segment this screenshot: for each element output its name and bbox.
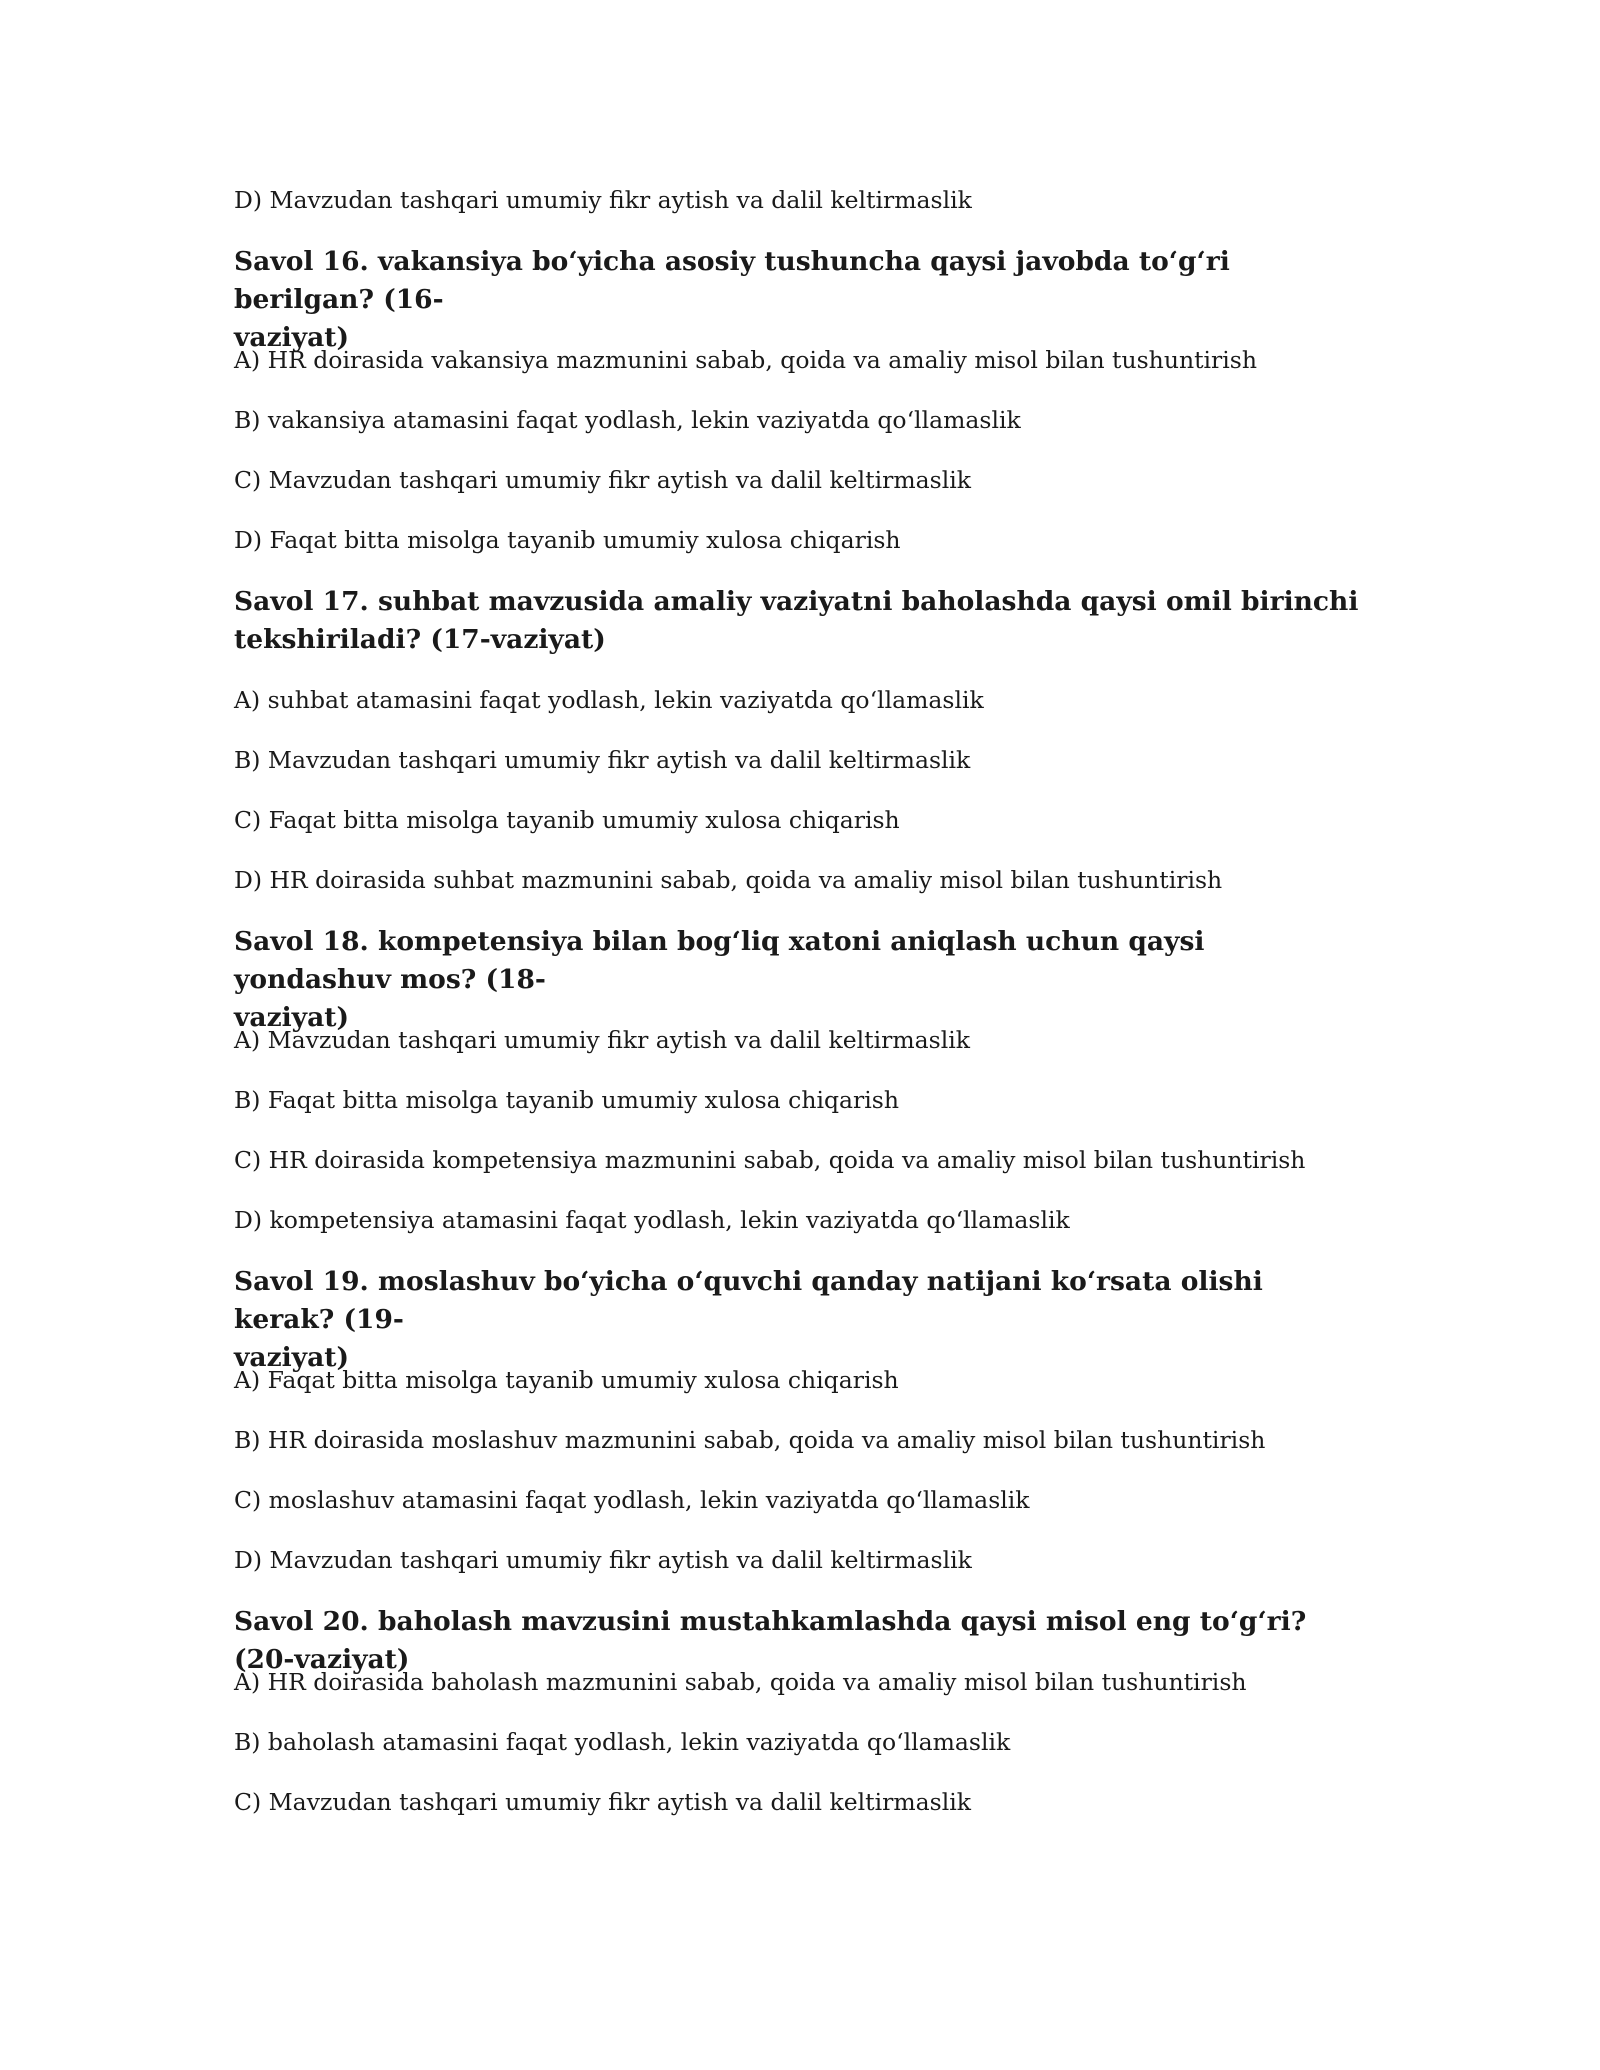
question-19-title-line2: vaziyat): [234, 1342, 350, 1373]
question-16-title-line2: vaziyat): [234, 322, 350, 353]
option-d-prev: D) Mavzudan tashqari umumiy fikr aytish va dalil keltirmaslik: [234, 186, 972, 214]
question-16-title-line1: Savol 16. vakansiya bo‘yicha asosiy tushuncha qaysi javobda to‘g‘ri berilgan? (16-: [234, 246, 1230, 315]
q16-option-a: A) HR doirasida vakansiya mazmunini sabab, qoida va amaliy misol bilan tushuntirish: [234, 346, 1257, 374]
q17-option-c: C) Faqat bitta misolga tayanib umumiy xulosa chiqarish: [234, 806, 900, 834]
q20-option-c: C) Mavzudan tashqari umumiy fikr aytish va dalil keltirmaslik: [234, 1788, 972, 1816]
question-16-title: [234, 243, 1366, 357]
q18-option-b: B) Faqat bitta misolga tayanib umumiy xulosa chiqarish: [234, 1086, 899, 1114]
question-18-title-line2: vaziyat): [234, 1002, 350, 1033]
question-19-title-line1: Savol 19. moslashuv bo‘yicha o‘quvchi qanday natijani ko‘rsata olishi kerak? (19-: [234, 1266, 1263, 1335]
q19-option-a: A) Faqat bitta misolga tayanib umumiy xulosa chiqarish: [234, 1366, 899, 1394]
question-17-title: [234, 583, 1366, 659]
q18-option-d: D) kompetensiya atamasini faqat yodlash, lekin vaziyatda qo‘llamaslik: [234, 1206, 1070, 1234]
q17-option-b: B) Mavzudan tashqari umumiy fikr aytish va dalil keltirmaslik: [234, 746, 971, 774]
q20-option-b: B) baholash atamasini faqat yodlash, lekin vaziyatda qo‘llamaslik: [234, 1728, 1011, 1756]
question-18-title: [234, 923, 1366, 1037]
question-17-title-line1: Savol 17. suhbat mavzusida amaliy vaziyatni baholashda qaysi omil birinchi: [234, 586, 1359, 617]
q17-option-d: D) HR doirasida suhbat mazmunini sabab, qoida va amaliy misol bilan tushuntirish: [234, 866, 1223, 894]
q18-option-a: A) Mavzudan tashqari umumiy fikr aytish va dalil keltirmaslik: [234, 1026, 970, 1054]
q16-option-b: B) vakansiya atamasini faqat yodlash, lekin vaziyatda qo‘llamaslik: [234, 406, 1021, 434]
q19-option-b: B) HR doirasida moslashuv mazmunini sabab, qoida va amaliy misol bilan tushuntirish: [234, 1426, 1266, 1454]
q18-option-c: C) HR doirasida kompetensiya mazmunini sabab, qoida va amaliy misol bilan tushuntirish: [234, 1146, 1306, 1174]
question-17-title-line2: tekshiriladi? (17-vaziyat): [234, 624, 606, 655]
q19-option-d: D) Mavzudan tashqari umumiy fikr aytish va dalil keltirmaslik: [234, 1546, 972, 1574]
q16-option-d: D) Faqat bitta misolga tayanib umumiy xulosa chiqarish: [234, 526, 901, 554]
q16-option-c: C) Mavzudan tashqari umumiy fikr aytish va dalil keltirmaslik: [234, 466, 972, 494]
q19-option-c: C) moslashuv atamasini faqat yodlash, lekin vaziyatda qo‘llamaslik: [234, 1486, 1030, 1514]
question-18-title-line1: Savol 18. kompetensiya bilan bog‘liq xatoni aniqlash uchun qaysi yondashuv mos? (18-: [234, 926, 1205, 995]
q20-option-a: A) HR doirasida baholash mazmunini sabab, qoida va amaliy misol bilan tushuntirish: [234, 1668, 1247, 1696]
q17-option-a: A) suhbat atamasini faqat yodlash, lekin vaziyatda qo‘llamaslik: [234, 686, 984, 714]
question-20-title-line1: Savol 20. baholash mavzusini mustahkamlashda qaysi misol eng to‘g‘ri? (20-vaziyat): [234, 1606, 1307, 1675]
question-19-title: [234, 1263, 1366, 1377]
